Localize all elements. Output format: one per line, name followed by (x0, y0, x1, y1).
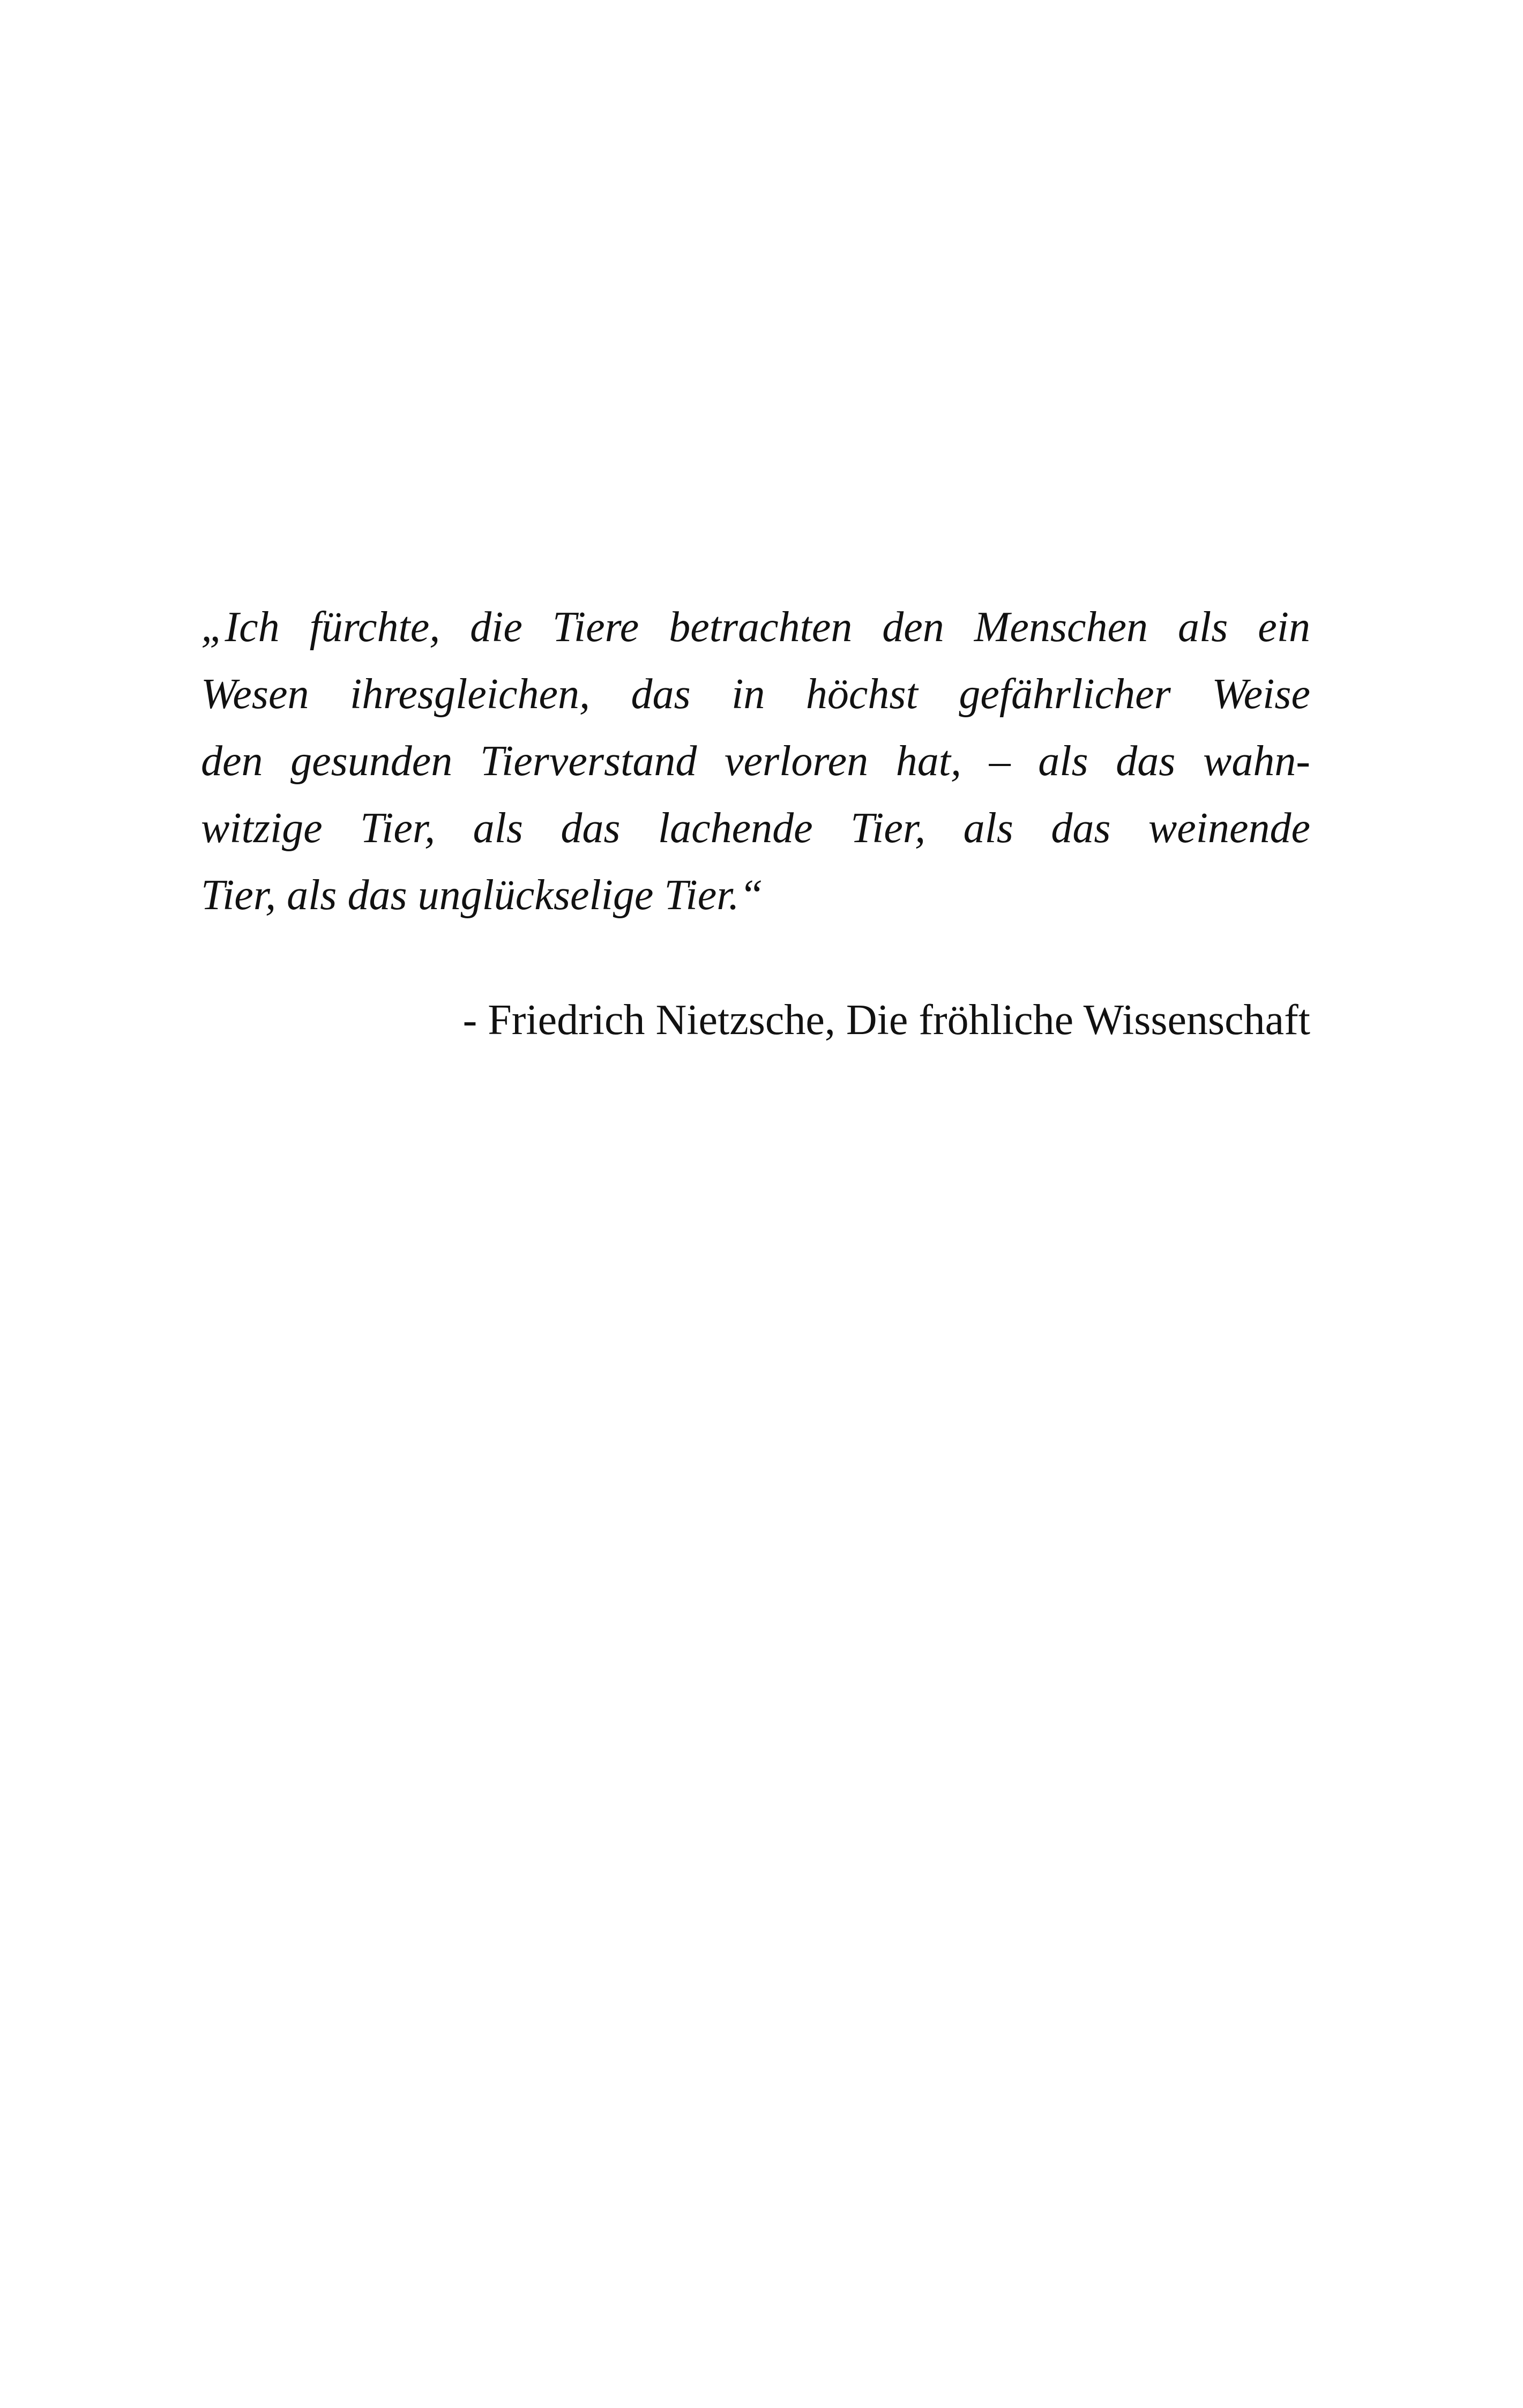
quote-line: den gesunden Tierverstand verloren hat, – als das wahn- (201, 738, 1310, 785)
quote-line: witzige Tier, als das lachende Tier, als das weinende (201, 805, 1310, 852)
quote-line: Tier, als das unglückselige Tier.“ (201, 872, 763, 919)
epigraph (201, 594, 1310, 1044)
epigraph-attribution: - Friedrich Nietzsche, Die fröhliche Wissenschaft (462, 997, 1310, 1044)
quote-line: „Ich fürchte, die Tiere betrachten den Menschen als ein (201, 604, 1310, 651)
epigraph-quote (201, 594, 1310, 929)
quote-line: Wesen ihresgleichen, das in höchst gefährlicher Weise (201, 671, 1310, 718)
